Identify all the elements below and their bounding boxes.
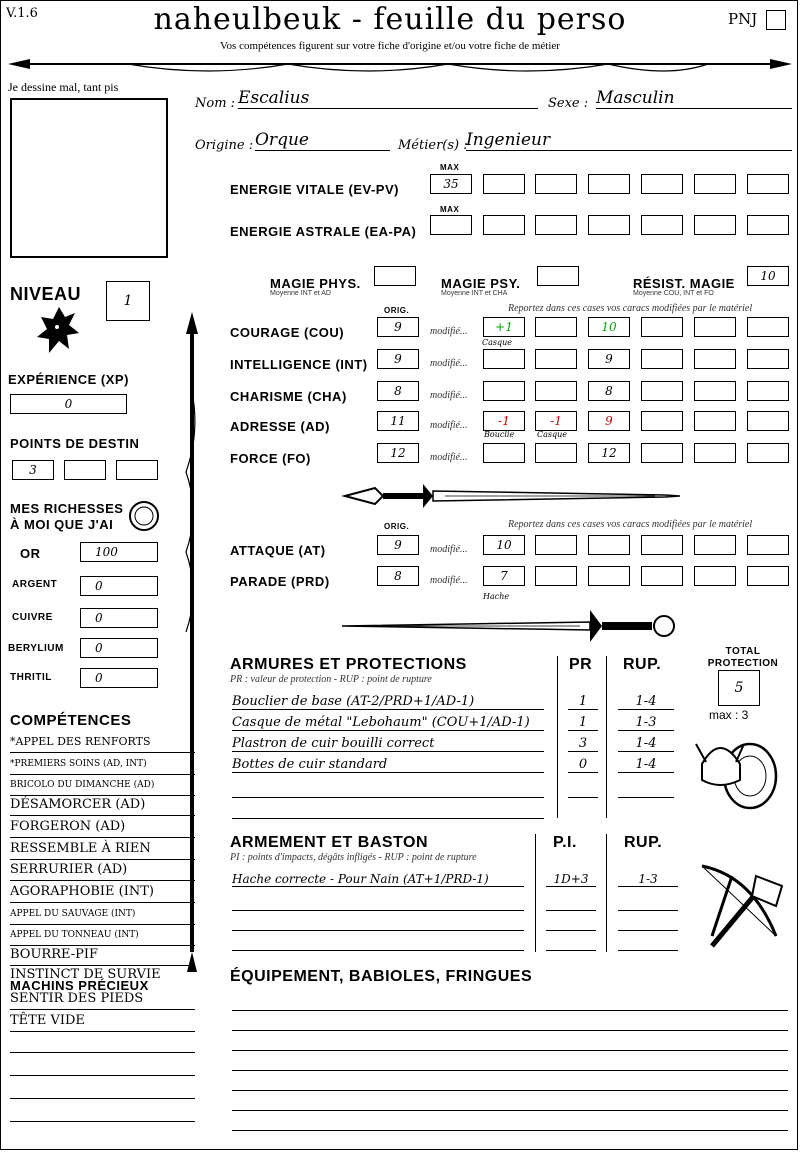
armor-divider-1 [557, 656, 558, 818]
weapons-icon [692, 856, 792, 956]
armor-row-6-line [232, 818, 544, 819]
weapons-note: PI : points d'impacts, dégâts infligés - RUP : point de rupture [230, 852, 477, 863]
page-subtitle: Vos compétences figurent sur votre fiche d'origine et/ou votre fiche de métier [220, 40, 560, 52]
skill-1: *APPEL DES RENFORTS [10, 733, 195, 753]
armor-divider-2 [606, 656, 607, 818]
parade-mod-3[interactable] [588, 566, 630, 586]
attaque-mod-5[interactable] [694, 535, 736, 555]
skill-5: FORGERON (AD) [10, 818, 195, 838]
equipment-line-1 [232, 1010, 788, 1011]
stat-force-mod-4[interactable] [641, 443, 683, 463]
stat-intelligence-label: INTELLIGENCE (INT) [230, 357, 368, 372]
weapon-row-1-pi[interactable]: 1D+3 [546, 872, 596, 887]
berylium-label: BERYLIUM [8, 643, 64, 654]
ev-box-5[interactable] [641, 174, 683, 194]
skill-12: INSTINCT DE SURVIE [10, 967, 161, 982]
stat-intelligence-mod-3[interactable]: 9 [588, 349, 630, 369]
niveau-box[interactable]: 1 [106, 281, 150, 321]
stat-charisme-modif-label: modifié... [430, 390, 468, 401]
ea-max-box[interactable] [430, 215, 472, 235]
stat-charisme-mod-4[interactable] [641, 381, 683, 401]
stat-charisme-label: CHARISME (CHA) [230, 389, 347, 404]
or-label: OR [20, 546, 41, 561]
equipment-line-6 [232, 1110, 788, 1111]
stat-adresse-mod-6[interactable] [747, 411, 789, 431]
pnj-checkbox[interactable] [766, 10, 786, 30]
attaque-mod-4[interactable] [641, 535, 683, 555]
resist-magie-note: Moyenne COU, INT et FO [633, 290, 714, 297]
weapons-pi-header: P.I. [553, 834, 577, 851]
weapon-row-4-line [232, 950, 524, 951]
stat-adresse-orig[interactable]: 11 [377, 411, 419, 431]
parade-modif-label: modifié... [430, 575, 468, 586]
stat-force-mod-6[interactable] [747, 443, 789, 463]
magie-psy-box[interactable] [537, 266, 579, 286]
sexe-field[interactable]: Masculin [596, 88, 792, 109]
equipment-title: ÉQUIPEMENT, BABIOLES, FRINGUES [230, 968, 533, 985]
destin-label: POINTS DE DESTIN [10, 436, 140, 451]
origine-field[interactable]: Orque [255, 130, 390, 151]
equipment-line-2 [232, 1030, 788, 1031]
parade-orig[interactable]: 8 [377, 566, 419, 586]
parade-mod-1[interactable]: 7 [483, 566, 525, 586]
stat-courage-mod-3[interactable]: 10 [588, 317, 630, 337]
treasure-line-4 [10, 1075, 195, 1076]
stat-courage-mod-2[interactable] [535, 317, 577, 337]
armor-row-3-rup[interactable]: 1-4 [618, 736, 674, 752]
treasure-item-1: SENTIR DES PIEDS [10, 990, 195, 1010]
niveau-label: NIVEAU [10, 284, 82, 304]
berylium-box[interactable]: 0 [80, 638, 158, 658]
stat-intelligence-mod-2[interactable] [535, 349, 577, 369]
skill-10: APPEL DU TONNEAU (INT) [10, 926, 195, 946]
magie-phys-box[interactable] [374, 266, 416, 286]
weapon-row-2-rup-line [618, 910, 678, 911]
sword-icon-2 [340, 606, 682, 646]
ev-box-2[interactable] [483, 174, 525, 194]
ev-box-4[interactable] [588, 174, 630, 194]
stat-courage-mod-1-caption: Casque [482, 338, 513, 347]
stat-force-orig[interactable]: 12 [377, 443, 419, 463]
combat-note: Reportez dans ces cases vos caracs modifiées par le matériel [508, 519, 753, 530]
armor-row-2-name[interactable]: Casque de métal "Lebohaum" (COU+1/AD-1) [232, 715, 544, 731]
armor-row-3-pr[interactable]: 3 [568, 736, 598, 752]
ev-max-box[interactable]: 35 [430, 174, 472, 194]
skill-8: AGORAPHOBIE (INT) [10, 883, 195, 903]
stat-adresse-mod-3[interactable]: 9 [588, 411, 630, 431]
version-label: V.1.6 [6, 6, 38, 21]
stat-adresse-modif-label: modifié... [430, 420, 468, 431]
weapons-divider-2 [606, 834, 607, 952]
skill-11: BOURRE-PIF [10, 946, 195, 966]
stat-intelligence-modif-label: modifié... [430, 358, 468, 369]
destin-box-2[interactable] [64, 460, 106, 480]
nom-field[interactable]: Escalius [238, 88, 538, 109]
stats-note: Reportez dans ces cases vos caracs modifiées par le matériel [508, 303, 753, 314]
stat-force-mod-3[interactable]: 12 [588, 443, 630, 463]
stat-adresse-mod-5[interactable] [694, 411, 736, 431]
ea-box-7[interactable] [747, 215, 789, 235]
page-title: naheulbeuk - feuille du perso [153, 2, 627, 37]
parade-mod-2[interactable] [535, 566, 577, 586]
parade-mod-1-caption: Hache [483, 592, 510, 601]
attaque-modif-label: modifié... [430, 544, 468, 555]
nom-label: Nom : [195, 96, 236, 111]
stat-charisme-mod-1[interactable] [483, 381, 525, 401]
total-protection-label: TOTAL PROTECTION [707, 646, 779, 669]
equipment-line-5 [232, 1090, 788, 1091]
sexe-label: Sexe : [548, 96, 589, 111]
ev-box-3[interactable] [535, 174, 577, 194]
stat-courage-orig[interactable]: 9 [377, 317, 419, 337]
armor-row-2-pr[interactable]: 1 [568, 715, 598, 731]
cuivre-box[interactable]: 0 [80, 608, 158, 628]
magie-psy-label: MAGIE PSY. [441, 276, 521, 291]
skill-3: BRICOLO DU DIMANCHE (AD) [10, 776, 195, 796]
weapons-title: ARMEMENT ET BASTON [230, 834, 429, 851]
ev-label: ENERGIE VITALE (EV-PV) [230, 182, 399, 197]
armor-row-4-rup[interactable]: 1-4 [618, 757, 674, 773]
ea-box-2[interactable] [483, 215, 525, 235]
stat-adresse-mod-4[interactable] [641, 411, 683, 431]
ev-max-label: MAX [440, 163, 460, 172]
armor-pr-header: PR [569, 656, 593, 673]
weapon-row-3-pi-line [546, 930, 596, 931]
armor-row-2-rup[interactable]: 1-3 [618, 715, 674, 731]
armor-row-4-pr[interactable]: 0 [568, 757, 598, 773]
armor-row-5-pr-line [568, 797, 598, 798]
treasure-item-2: TÊTE VIDE [10, 1012, 195, 1032]
armor-row-4-name[interactable]: Bottes de cuir standard [232, 757, 544, 773]
weapon-row-4-rup-line [618, 950, 678, 951]
skill-4: DÉSAMORCER (AD) [10, 796, 195, 816]
destin-box-1[interactable]: 3 [12, 460, 54, 480]
weapon-row-3-line [232, 930, 524, 931]
attaque-mod-1[interactable]: 10 [483, 535, 525, 555]
thritil-box[interactable]: 0 [80, 668, 158, 688]
ea-box-4[interactable] [588, 215, 630, 235]
parade-label: PARADE (PRD) [230, 574, 330, 589]
armor-row-5-line [232, 797, 544, 798]
armor-note: PR : valeur de protection - RUP : point de rupture [230, 674, 432, 685]
stat-charisme-mod-5[interactable] [694, 381, 736, 401]
weapon-row-4-pi-line [546, 950, 596, 951]
stat-adresse-label: ADRESSE (AD) [230, 419, 330, 434]
stat-courage-mod-4[interactable] [641, 317, 683, 337]
stat-courage-modif-label: modifié... [430, 326, 468, 337]
total-protection-box[interactable]: 5 [718, 670, 760, 706]
ea-label: ENERGIE ASTRALE (EA-PA) [230, 224, 417, 239]
stat-intelligence-orig[interactable]: 9 [377, 349, 419, 369]
parade-mod-5[interactable] [694, 566, 736, 586]
parade-mod-6[interactable] [747, 566, 789, 586]
parade-mod-4[interactable] [641, 566, 683, 586]
armor-title: ARMURES ET PROTECTIONS [230, 656, 467, 673]
pnj-label: PNJ [728, 10, 758, 28]
skill-7: SERRURIER (AD) [10, 861, 195, 881]
ea-box-6[interactable] [694, 215, 736, 235]
spear-illustration [182, 312, 202, 972]
xp-box[interactable]: 0 [10, 394, 127, 414]
magie-psy-note: Moyenne INT et CHA [441, 290, 508, 297]
portrait-label: Je dessine mal, tant pis [8, 80, 119, 94]
stat-force-label: FORCE (FO) [230, 451, 311, 466]
stat-courage-mod-1[interactable]: +1 [483, 317, 525, 337]
stat-adresse-mod-2[interactable]: -1 [535, 411, 577, 431]
ev-box-6[interactable] [694, 174, 736, 194]
weapons-rup-header: RUP. [624, 834, 663, 851]
stat-intelligence-mod-4[interactable] [641, 349, 683, 369]
xp-label: EXPÉRIENCE (XP) [8, 372, 129, 387]
attaque-label: ATTAQUE (AT) [230, 543, 326, 558]
treasure-line-5 [10, 1098, 195, 1099]
origine-label: Origine : [195, 138, 254, 153]
armor-row-1-pr[interactable]: 1 [568, 694, 598, 710]
or-box[interactable]: 100 [80, 542, 158, 562]
coin-icon [128, 500, 160, 532]
equipment-line-3 [232, 1050, 788, 1051]
stat-force-mod-1[interactable] [483, 443, 525, 463]
weapon-row-2-pi-line [546, 910, 596, 911]
armor-row-5-rup-line [618, 797, 674, 798]
treasure-line-6 [10, 1121, 195, 1122]
weapon-row-1-name[interactable]: Hache correcte - Pour Nain (AT+1/PRD-1) [232, 872, 524, 887]
skills-title: COMPÉTENCES [10, 712, 132, 729]
combat-orig-label: ORIG. [384, 522, 410, 531]
equipment-line-4 [232, 1070, 788, 1071]
armor-row-1-rup[interactable]: 1-4 [618, 694, 674, 710]
skill-6: RESSEMBLE À RIEN [10, 840, 195, 860]
attaque-mod-6[interactable] [747, 535, 789, 555]
argent-label: ARGENT [12, 579, 58, 590]
max-protection-note: max : 3 [709, 708, 749, 722]
armor-row-1-name[interactable]: Bouclier de base (AT-2/PRD+1/AD-1) [232, 694, 544, 710]
attaque-orig[interactable]: 9 [377, 535, 419, 555]
resist-magie-box[interactable]: 10 [747, 266, 789, 286]
stat-adresse-mod-1[interactable]: -1 [483, 411, 525, 431]
equipment-line-7 [232, 1130, 788, 1131]
wealth-label: MES RICHESSES À MOI QUE J'AI [10, 501, 124, 532]
stat-adresse-mod-2-caption: Casque [537, 430, 568, 439]
treasure-line-3 [10, 1052, 195, 1053]
stat-charisme-mod-2[interactable] [535, 381, 577, 401]
stat-adresse-mod-1-caption: Bouclie [484, 430, 515, 439]
helmet-shield-icon [692, 724, 782, 814]
stat-courage-mod-5[interactable] [694, 317, 736, 337]
skill-9: APPEL DU SAUVAGE (INT) [10, 905, 195, 925]
metier-field[interactable]: Ingenieur [466, 130, 792, 151]
stat-intelligence-mod-5[interactable] [694, 349, 736, 369]
header-spear-divider [8, 56, 792, 76]
armor-rup-header: RUP. [623, 656, 662, 673]
ea-box-5[interactable] [641, 215, 683, 235]
sword-icon [335, 480, 685, 516]
treasure-title: MACHINS PRÉCIEUX [10, 978, 149, 993]
stat-courage-mod-6[interactable] [747, 317, 789, 337]
stat-charisme-mod-6[interactable] [747, 381, 789, 401]
resist-magie-label: RÉSIST. MAGIE [633, 276, 735, 291]
dragon-icon [35, 303, 83, 363]
skill-2: *PREMIERS SOINS (AD, INT) [10, 755, 195, 775]
armor-row-3-name[interactable]: Plastron de cuir bouilli correct [232, 736, 544, 752]
stat-intelligence-mod-6[interactable] [747, 349, 789, 369]
stat-force-mod-5[interactable] [694, 443, 736, 463]
magie-phys-label: MAGIE PHYS. [270, 276, 361, 291]
ea-box-3[interactable] [535, 215, 577, 235]
argent-box[interactable]: 0 [80, 576, 158, 596]
ea-max-label: MAX [440, 205, 460, 214]
stat-force-modif-label: modifié... [430, 452, 468, 463]
attaque-mod-2[interactable] [535, 535, 577, 555]
stat-charisme-mod-3[interactable]: 8 [588, 381, 630, 401]
stat-courage-label: COURAGE (COU) [230, 325, 345, 340]
weapon-row-1-rup[interactable]: 1-3 [618, 872, 678, 887]
weapons-divider-1 [535, 834, 536, 952]
cuivre-label: CUIVRE [12, 612, 53, 623]
portrait-box[interactable] [10, 98, 168, 258]
attaque-mod-3[interactable] [588, 535, 630, 555]
stat-charisme-orig[interactable]: 8 [377, 381, 419, 401]
thritil-label: THRITIL [10, 672, 52, 683]
destin-box-3[interactable] [116, 460, 158, 480]
magie-phys-note: Moyenne INT et AD [270, 290, 331, 297]
weapon-row-3-rup-line [618, 930, 678, 931]
stats-orig-label: ORIG. [384, 306, 410, 315]
stat-intelligence-mod-1[interactable] [483, 349, 525, 369]
weapon-row-2-line [232, 910, 524, 911]
stat-force-mod-2[interactable] [535, 443, 577, 463]
ev-box-7[interactable] [747, 174, 789, 194]
metier-label: Métier(s) : [398, 138, 468, 153]
